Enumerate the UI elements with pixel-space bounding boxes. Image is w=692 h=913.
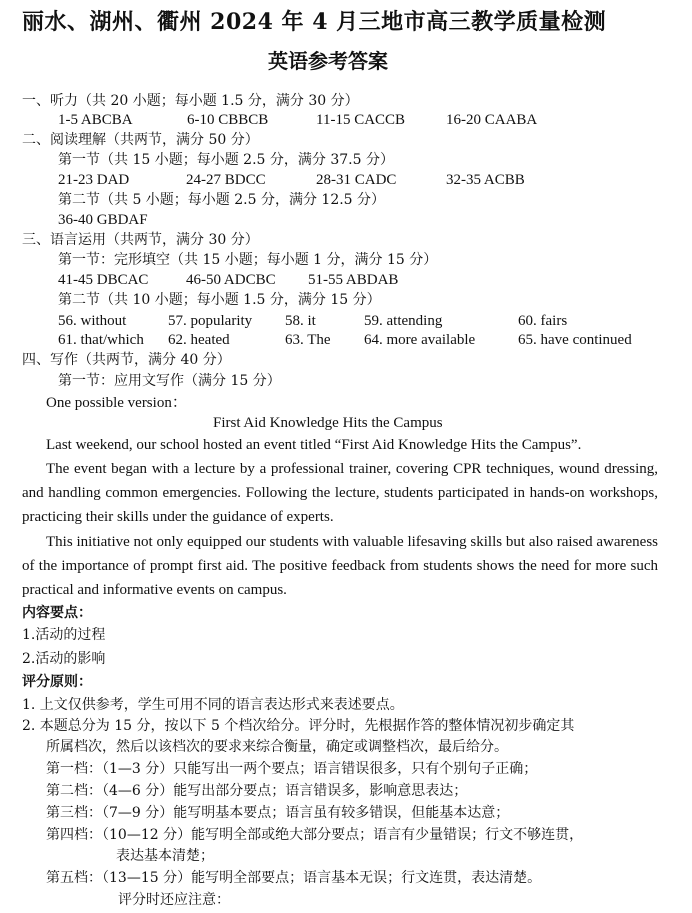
grading-rule: 1. 上文仅供参考，学生可用不同的语言表达形式来表述要点。: [22, 697, 404, 713]
answer-group: 32-35 ACBB: [446, 172, 525, 188]
grading-heading: 评分原则：: [22, 674, 92, 690]
part3-section2-heading: 第二节（共 10 小题；每小题 1.5 分，满分 15 分）: [58, 292, 381, 308]
answer-group: 11-15 CACCB: [316, 112, 406, 128]
blank-answer: 61. that/which: [58, 332, 144, 348]
part2-heading: 二、阅读理解（共两节，满分 50 分）: [22, 132, 259, 148]
part2-section1-heading: 第一节（共 15 小题；每小题 2.5 分，满分 37.5 分）: [58, 152, 394, 168]
part3-heading: 三、语言运用（共两节，满分 30 分）: [22, 232, 259, 248]
blank-answer: 59. attending: [364, 313, 443, 329]
answer-group: 36-40 GBDAF: [58, 212, 148, 228]
grading-note: 评分时还应注意：: [118, 892, 230, 908]
blank-answer: 60. fairs: [518, 313, 568, 329]
answer-group: 1-5 ABCBA: [58, 112, 133, 128]
blank-answer: 58. it: [285, 313, 316, 329]
answer-group: 28-31 CADC: [316, 172, 397, 188]
document-subtitle: 英语参考答案: [268, 49, 388, 73]
essay-title: First Aid Knowledge Hits the Campus: [213, 415, 443, 431]
blank-answer: 63. The: [285, 332, 331, 348]
document-title: 丽水、湖州、衢州 2024 年 4 月三地市高三教学质量检测: [22, 9, 607, 35]
essay-paragraph: The event began with a lecture by a professional trainer, covering CPR techniques, wound dressing, and handling common emergencies. Following the lecture, students participated in hands-on workshops, practicing their skills under the guidance of experts.: [22, 461, 658, 525]
key-point-item: 1.活动的过程: [22, 627, 106, 643]
key-points-heading: 内容要点：: [22, 605, 92, 621]
blank-answer: 56. without: [58, 313, 127, 329]
part1-heading: 一、听力（共 20 小题；每小题 1.5 分，满分 30 分）: [22, 93, 359, 109]
answer-group: 16-20 CAABA: [446, 112, 538, 128]
grading-rule: 2. 本题总分为 15 分，按以下 5 个档次给分。评分时，先根据作答的整体情况初步确定其: [22, 718, 575, 734]
blank-answer: 62. heated: [168, 332, 230, 348]
answer-group: 51-55 ABDAB: [308, 272, 399, 288]
part3-section1-heading: 第一节：完形填空（共 15 小题；每小题 1 分，满分 15 分）: [58, 252, 438, 268]
key-point-item: 2.活动的影响: [22, 651, 106, 667]
answer-group: 21-23 DAD: [58, 172, 130, 188]
answer-group: 41-45 DBCAC: [58, 272, 149, 288]
part4-section1-heading: 第一节：应用文写作（满分 15 分）: [58, 373, 281, 389]
essay-intro: One possible version：: [46, 395, 187, 411]
grading-level: 第五档：（13—15 分）能写明全部要点；语言基本无误；行文连贯，表达清楚。: [46, 870, 542, 886]
grading-level: 第四档：（10—12 分）能写明全部或绝大部分要点；语言有少量错误；行文不够连贯，: [46, 827, 584, 843]
grading-level: 第三档：（7—9 分）能写明基本要点；语言虽有较多错误，但能基本达意；: [46, 805, 510, 821]
grading-rule-continued: 所属档次，然后以该档次的要求来综合衡量，确定或调整档次，最后给分。: [46, 739, 508, 755]
grading-level: 第一档：（1—3 分）只能写出一两个要点；语言错误很多，只有个别句子正确；: [46, 761, 538, 777]
answer-group: 24-27 BDCC: [186, 172, 266, 188]
grading-level-continued: 表达基本清楚；: [116, 848, 214, 864]
part4-heading: 四、写作（共两节，满分 40 分）: [22, 352, 231, 368]
grading-level: 第二档：（4—6 分）能写出部分要点；语言错误多，影响意思表达；: [46, 783, 468, 799]
blank-answer: 64. more available: [364, 332, 476, 348]
essay-paragraph: Last weekend, our school hosted an event titled “First Aid Knowledge Hits the Campus”.: [46, 437, 582, 453]
essay-paragraph: This initiative not only equipped our students with valuable lifesaving skills but also raised awareness of the importance of prompt first aid. The positive feedback from students shows the need for more such practical and informative events on campus.: [22, 534, 658, 598]
blank-answer: 65. have continued: [518, 332, 632, 348]
part2-section2-heading: 第二节（共 5 小题；每小题 2.5 分，满分 12.5 分）: [58, 192, 386, 208]
answer-group: 46-50 ADCBC: [186, 272, 276, 288]
blank-answer: 57. popularity: [168, 313, 253, 329]
answer-group: 6-10 CBBCB: [187, 112, 269, 128]
